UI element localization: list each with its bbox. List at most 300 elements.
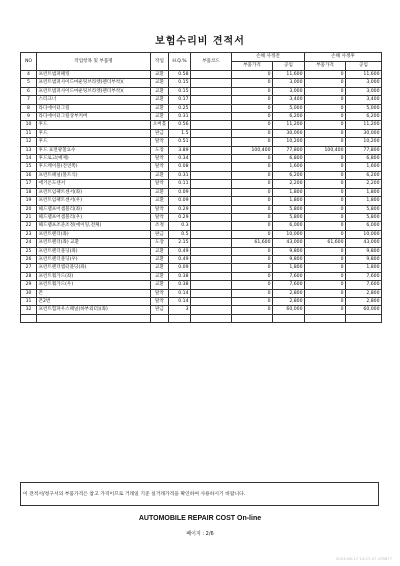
row-before-labor: 1,800	[273, 188, 305, 196]
table-row	[21, 96, 382, 104]
table-row	[21, 230, 382, 238]
row-code	[191, 155, 232, 163]
row-after-part-price: 0	[305, 104, 346, 112]
row-item: 프런트임팩트센서(우)	[37, 197, 151, 205]
row-before-part-price: 0	[232, 222, 273, 230]
row-no: 18	[21, 188, 37, 196]
row-before-labor: 11,600	[273, 71, 305, 79]
table-row	[21, 163, 382, 171]
row-work: 탈착	[151, 297, 169, 305]
row-hqs: 0.3	[169, 222, 191, 230]
table-row	[21, 87, 382, 95]
row-item: 프런트범퍼사이드마운팅브라켓(펜더부착)(	[37, 79, 151, 87]
row-code	[191, 129, 232, 137]
row-no: 27	[21, 264, 37, 272]
row-work: 교환	[151, 255, 169, 263]
row-hqs: 0.49	[169, 255, 191, 263]
row-after-labor: 9,800	[346, 247, 382, 255]
row-before-labor: 60,000	[273, 306, 305, 314]
table-row	[21, 239, 382, 247]
table-row-empty	[21, 314, 382, 322]
row-code	[191, 264, 232, 272]
row-item: 후드케이블(진연쪽)	[37, 163, 151, 171]
row-code	[191, 171, 232, 179]
row-after-labor: 11,600	[346, 71, 382, 79]
row-no: 8	[21, 104, 37, 112]
row-after-labor: 2,800	[346, 297, 382, 305]
row-after-labor: 7,600	[346, 281, 382, 289]
row-after-labor: 5,000	[346, 104, 382, 112]
row-before-labor: 10,200	[273, 138, 305, 146]
row-before-part-price: 0	[232, 205, 273, 213]
row-after-part-price: 61,600	[305, 239, 346, 247]
row-before-labor: 3,400	[273, 96, 305, 104]
table-row	[21, 197, 382, 205]
table-row	[21, 180, 382, 188]
row-work: 교환	[151, 171, 169, 179]
row-after-part-price: 0	[305, 230, 346, 238]
row-after-part-price: 0	[305, 155, 346, 163]
row-before-part-price: 61,600	[232, 239, 273, 247]
row-hqs: 0.29	[169, 205, 191, 213]
row-after-part-price: 0	[305, 289, 346, 297]
row-after-labor: 2,200	[346, 180, 382, 188]
row-before-labor: 5,000	[273, 104, 305, 112]
row-after-part-price: 0	[305, 272, 346, 280]
row-item: 후드	[37, 121, 151, 129]
row-item: 헤드램프어셈블리(좌)	[37, 205, 151, 213]
table-row	[21, 213, 382, 221]
row-hqs: 0.56	[169, 121, 191, 129]
table-row	[21, 255, 382, 263]
row-no: 4	[21, 71, 37, 79]
table-row	[21, 289, 382, 297]
row-work: 오버홀	[151, 121, 169, 129]
row-hqs: 0.38	[169, 281, 191, 289]
row-work: 교환	[151, 113, 169, 121]
row-before-part-price: 0	[232, 247, 273, 255]
row-item: 후드	[37, 129, 151, 137]
row-hqs: 0.34	[169, 155, 191, 163]
row-after-part-price: 0	[305, 71, 346, 79]
row-hqs: 0.14	[169, 289, 191, 297]
row-after-part-price: 0	[305, 205, 346, 213]
row-after-part-price: 0	[305, 87, 346, 95]
row-no: 21	[21, 213, 37, 221]
row-code	[191, 272, 232, 280]
row-work: 탈착	[151, 289, 169, 297]
row-code	[191, 205, 232, 213]
row-no: 14	[21, 155, 37, 163]
row-after-labor: 3,400	[346, 96, 382, 104]
row-code	[191, 146, 232, 154]
header-after-labor: 공임	[346, 62, 382, 71]
row-item: 폰	[37, 289, 151, 297]
header-after-part-price: 부품가격	[305, 62, 346, 71]
table-body	[21, 71, 382, 323]
row-before-part-price: 0	[232, 104, 273, 112]
row-item: 프런트범퍼패킹	[37, 71, 151, 79]
table-row	[21, 71, 382, 79]
row-code	[191, 197, 232, 205]
row-hqs: 3	[169, 306, 191, 314]
row-code	[191, 255, 232, 263]
row-no: 22	[21, 222, 37, 230]
row-item: 프런트힘파우스패널(하부외터)(좌)	[37, 306, 151, 314]
row-code	[191, 230, 232, 238]
row-work: 교환	[151, 188, 169, 196]
row-item: 프런트펜더엠터몰딩(좌)	[37, 264, 151, 272]
row-after-part-price: 0	[305, 163, 346, 171]
row-after-labor: 77,800	[346, 146, 382, 154]
row-hqs: 0.08	[169, 163, 191, 171]
row-item: 스티크너	[37, 96, 151, 104]
row-code	[191, 104, 232, 112]
row-before-part-price: 0	[232, 289, 273, 297]
table-row	[21, 272, 382, 280]
row-before-labor: 6,000	[273, 222, 305, 230]
row-after-part-price: 0	[305, 113, 346, 121]
row-item: 후드로고(예제)	[37, 155, 151, 163]
empty-cell	[346, 314, 382, 322]
row-no: 5	[21, 79, 37, 87]
row-before-labor: 3,000	[273, 87, 305, 95]
row-code	[191, 163, 232, 171]
empty-cell	[191, 314, 232, 322]
row-after-labor: 43,000	[346, 239, 382, 247]
row-hqs: 0.15	[169, 79, 191, 87]
empty-cell	[232, 314, 273, 322]
row-hqs: 0.49	[169, 247, 191, 255]
row-code	[191, 96, 232, 104]
row-work: 교환	[151, 104, 169, 112]
row-after-part-price: 0	[305, 197, 346, 205]
header-before-part-price: 부품가격	[232, 62, 273, 71]
row-after-labor: 1,800	[346, 188, 382, 196]
document-title: 보험수리비 견적서	[155, 36, 245, 47]
row-before-part-price: 0	[232, 129, 273, 137]
row-item: 프런트펜더(좌)	[37, 230, 151, 238]
row-code	[191, 138, 232, 146]
header-item: 작업항목 및 부품명	[37, 53, 151, 71]
row-work: 교환	[151, 247, 169, 255]
row-before-labor: 9,800	[273, 255, 305, 263]
row-item: 후드	[37, 138, 151, 146]
table-row	[21, 188, 382, 196]
row-work: 도장	[151, 146, 169, 154]
row-code	[191, 247, 232, 255]
row-item: 프런트펜더(좌) 교환	[37, 239, 151, 247]
row-code	[191, 113, 232, 121]
row-no: 29	[21, 281, 37, 289]
row-before-part-price: 0	[232, 255, 273, 263]
header-code: 부품코드	[191, 53, 232, 71]
row-after-labor: 10,000	[346, 230, 382, 238]
table-row	[21, 264, 382, 272]
row-no: 7	[21, 96, 37, 104]
row-work: 탈착	[151, 155, 169, 163]
row-before-part-price: 0	[232, 213, 273, 221]
table-row	[21, 171, 382, 179]
row-after-part-price: 0	[305, 79, 346, 87]
row-after-part-price: 0	[305, 129, 346, 137]
row-work: 판금	[151, 306, 169, 314]
row-no: 19	[21, 197, 37, 205]
row-code	[191, 281, 232, 289]
row-before-labor: 2,800	[273, 297, 305, 305]
price-notice: 이 견적서/청구서의 부품가격은 참고 가격이므로 거래일 기준 실거래가격을 확인하여 사용하시기 바랍니다.	[20, 482, 379, 506]
table-row	[21, 129, 382, 137]
row-work: 조정	[151, 222, 169, 230]
empty-cell	[169, 314, 191, 322]
row-work: 교환	[151, 281, 169, 289]
row-item: 프런트패널(볼트식)	[37, 171, 151, 179]
table-row	[21, 155, 382, 163]
row-work: 판금	[151, 129, 169, 137]
row-before-part-price: 0	[232, 79, 273, 87]
empty-cell	[21, 314, 37, 322]
row-item: 후드 표면광칠요수	[37, 146, 151, 154]
row-before-labor: 7,600	[273, 281, 305, 289]
empty-cell	[273, 314, 305, 322]
row-before-labor: 2,800	[273, 289, 305, 297]
row-before-labor: 43,000	[273, 239, 305, 247]
row-no: 16	[21, 171, 37, 179]
row-work: 판금	[151, 230, 169, 238]
row-before-part-price: 0	[232, 230, 273, 238]
table-row	[21, 247, 382, 255]
row-no: 32	[21, 306, 37, 314]
row-after-labor: 10,200	[346, 138, 382, 146]
row-item: 프런트휠가드(우)	[37, 281, 151, 289]
row-after-part-price: 0	[305, 222, 346, 230]
row-before-part-price: 0	[232, 306, 273, 314]
row-no: 11	[21, 129, 37, 137]
row-hqs: 1.5	[169, 129, 191, 137]
row-after-part-price: 0	[305, 188, 346, 196]
row-before-part-price: 0	[232, 188, 273, 196]
row-code	[191, 180, 232, 188]
row-hqs: 0.29	[169, 213, 191, 221]
row-hqs: 2.15	[169, 239, 191, 247]
row-no: 30	[21, 289, 37, 297]
row-item: 라디에이터그릴상부커버	[37, 113, 151, 121]
row-code	[191, 222, 232, 230]
row-no: 25	[21, 247, 37, 255]
row-work: 탈착	[151, 213, 169, 221]
row-work: 탈착	[151, 180, 169, 188]
header-no: NO	[21, 53, 37, 71]
row-code	[191, 121, 232, 129]
row-no: 23	[21, 230, 37, 238]
footer-brand: AUTOMOBILE REPAIR COST On-line	[138, 515, 262, 522]
row-code	[191, 71, 232, 79]
row-no: 28	[21, 272, 37, 280]
row-work: 탈착	[151, 163, 169, 171]
row-hqs: 0.14	[169, 297, 191, 305]
row-before-labor: 2,200	[273, 180, 305, 188]
empty-cell	[37, 314, 151, 322]
row-no: 20	[21, 205, 37, 213]
row-hqs: 0.09	[169, 188, 191, 196]
header-before: 손해 사정전	[232, 53, 305, 62]
row-before-part-price: 0	[232, 96, 273, 104]
table-row	[21, 205, 382, 213]
row-after-labor: 9,800	[346, 255, 382, 263]
row-after-labor: 11,200	[346, 121, 382, 129]
row-before-part-price: 0	[232, 87, 273, 95]
row-after-part-price: 0	[305, 297, 346, 305]
header-after: 손해 사정후	[305, 53, 382, 62]
row-after-labor: 30,000	[346, 129, 382, 137]
empty-cell	[151, 314, 169, 322]
row-after-labor: 7,600	[346, 272, 382, 280]
table-row	[21, 113, 382, 121]
row-code	[191, 79, 232, 87]
row-item: 프런트임팩트센서(좌)	[37, 188, 151, 196]
row-code	[191, 297, 232, 305]
estimate-table	[20, 52, 382, 323]
row-code	[191, 289, 232, 297]
row-after-part-price: 0	[305, 180, 346, 188]
table-row	[21, 79, 382, 87]
row-work: 탈착	[151, 138, 169, 146]
row-before-part-price: 100,400	[232, 146, 273, 154]
row-before-labor: 7,600	[273, 272, 305, 280]
row-before-part-price: 0	[232, 155, 273, 163]
empty-cell	[305, 314, 346, 322]
table-row	[21, 121, 382, 129]
row-item: 프런트펜더몰딩(우)	[37, 255, 151, 263]
row-work: 탈착	[151, 205, 169, 213]
row-before-labor: 5,800	[273, 213, 305, 221]
row-before-part-price: 0	[232, 113, 273, 121]
row-before-part-price: 0	[232, 138, 273, 146]
row-after-labor: 6,000	[346, 222, 382, 230]
table-row	[21, 306, 382, 314]
row-work: 교환	[151, 264, 169, 272]
row-no: 26	[21, 255, 37, 263]
row-before-labor: 6,800	[273, 155, 305, 163]
row-before-labor: 6,200	[273, 113, 305, 121]
row-before-part-price: 0	[232, 281, 273, 289]
row-work: 교환	[151, 71, 169, 79]
table-row	[21, 104, 382, 112]
row-work: 교환	[151, 272, 169, 280]
row-code	[191, 87, 232, 95]
row-before-labor: 10,000	[273, 230, 305, 238]
row-before-labor: 5,800	[273, 205, 305, 213]
row-after-labor: 6,200	[346, 171, 382, 179]
row-code	[191, 213, 232, 221]
row-after-labor: 1,600	[346, 163, 382, 171]
table-row	[21, 222, 382, 230]
row-hqs: 0.09	[169, 264, 191, 272]
row-after-labor: 5,800	[346, 213, 382, 221]
row-hqs: 0.5	[169, 230, 191, 238]
row-item: 폰2번	[37, 297, 151, 305]
row-before-labor: 30,000	[273, 129, 305, 137]
row-no: 24	[21, 239, 37, 247]
row-hqs: 0.31	[169, 171, 191, 179]
table-row	[21, 138, 382, 146]
row-before-labor: 1,800	[273, 264, 305, 272]
page-number: 페이지 : 2/6	[186, 531, 214, 537]
row-after-part-price: 0	[305, 281, 346, 289]
row-after-labor: 3,000	[346, 79, 382, 87]
row-hqs: 0.51	[169, 138, 191, 146]
row-after-labor: 60,000	[346, 306, 382, 314]
row-hqs: 0.31	[169, 113, 191, 121]
row-before-part-price: 0	[232, 121, 273, 129]
row-before-part-price: 0	[232, 197, 273, 205]
row-work: 교환	[151, 79, 169, 87]
row-work: 교환	[151, 96, 169, 104]
row-before-labor: 77,800	[273, 146, 305, 154]
row-before-part-price: 0	[232, 171, 273, 179]
row-no: 31	[21, 297, 37, 305]
row-before-labor: 11,200	[273, 121, 305, 129]
row-after-part-price: 0	[305, 213, 346, 221]
row-no: 17	[21, 180, 37, 188]
row-after-part-price: 0	[305, 121, 346, 129]
row-before-labor: 3,000	[273, 79, 305, 87]
row-before-part-price: 0	[232, 272, 273, 280]
row-no: 12	[21, 138, 37, 146]
table-row	[21, 146, 382, 154]
row-item: 에기온도센서	[37, 180, 151, 188]
row-code	[191, 239, 232, 247]
row-before-labor: 9,800	[273, 247, 305, 255]
row-after-part-price: 0	[305, 255, 346, 263]
row-hqs: 0.09	[169, 197, 191, 205]
row-after-labor: 6,200	[346, 113, 382, 121]
print-timestamp: 2024-06-17 14:27:47 478877	[335, 556, 392, 561]
row-before-part-price: 0	[232, 180, 273, 188]
row-code	[191, 306, 232, 314]
row-hqs: 0.17	[169, 96, 191, 104]
row-item: 헤드램프조준조정(에이밍,전체)	[37, 222, 151, 230]
row-before-part-price: 0	[232, 163, 273, 171]
row-hqs: 0.38	[169, 272, 191, 280]
row-item: 헤드램프어셈블리(우)	[37, 213, 151, 221]
header-work: 작업	[151, 53, 169, 71]
row-hqs: 0.11	[169, 180, 191, 188]
row-before-part-price: 0	[232, 297, 273, 305]
row-after-labor: 2,800	[346, 289, 382, 297]
row-item: 프런트범퍼사이드마운팅브라켓(펜더부착)(	[37, 87, 151, 95]
table-header	[21, 53, 382, 71]
row-after-labor: 1,800	[346, 264, 382, 272]
row-work: 도장	[151, 239, 169, 247]
row-after-labor: 5,800	[346, 205, 382, 213]
row-before-part-price: 0	[232, 264, 273, 272]
row-before-labor: 6,200	[273, 171, 305, 179]
row-after-labor: 3,000	[346, 87, 382, 95]
table-row	[21, 297, 382, 305]
row-after-part-price: 0	[305, 96, 346, 104]
row-item: 프런트펜더몰딩(좌)	[37, 247, 151, 255]
row-after-part-price: 100,400	[305, 146, 346, 154]
header-before-labor: 공임	[273, 62, 305, 71]
row-after-part-price: 0	[305, 306, 346, 314]
row-work: 교환	[151, 197, 169, 205]
row-before-part-price: 0	[232, 71, 273, 79]
row-after-labor: 6,800	[346, 155, 382, 163]
row-hqs: 0.15	[169, 87, 191, 95]
row-no: 13	[21, 146, 37, 154]
row-hqs: 3.89	[169, 146, 191, 154]
